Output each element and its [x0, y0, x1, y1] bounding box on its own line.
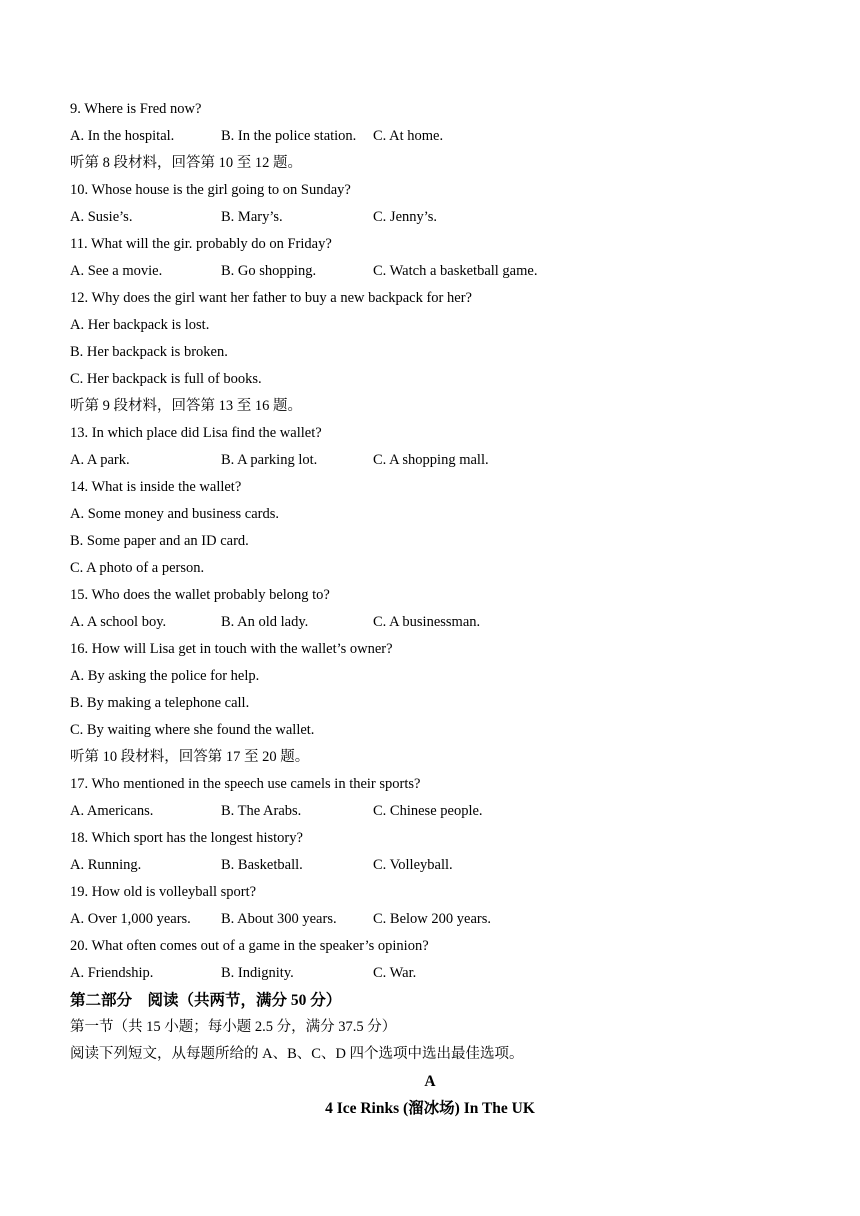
section-9-instruction: 听第 9 段材料，回答第 13 至 16 题。 [70, 398, 302, 414]
question-15-options [70, 609, 790, 636]
question-14: 14. What is inside the wallet? [70, 479, 242, 495]
option-b: B. The Arabs. [221, 803, 302, 819]
option-a: A. A park. [70, 452, 130, 468]
option-c: C. Watch a basketball game. [373, 263, 538, 279]
option-a: A. Susie’s. [70, 209, 133, 225]
option-b: B. Indignity. [221, 965, 294, 981]
option-b: B. Mary’s. [221, 209, 283, 225]
option-a: A. See a movie. [70, 263, 163, 279]
option-b: B. A parking lot. [221, 452, 318, 468]
question-20-options [70, 960, 790, 987]
question-12: 12. Why does the girl want her father to buy a new backpack for her? [70, 290, 472, 306]
option-b: B. In the police station. [221, 128, 357, 144]
question-17: 17. Who mentioned in the speech use camels in their sports? [70, 776, 421, 792]
question-13: 13. In which place did Lisa find the wallet? [70, 425, 322, 441]
passage-title: 4 Ice Rinks (溜冰场) In The UK [325, 1100, 535, 1117]
option-b: B. By making a telephone call. [70, 695, 250, 711]
option-a: A. By asking the police for help. [70, 668, 260, 684]
option-b: B. Go shopping. [221, 263, 317, 279]
option-b: B. Basketball. [221, 857, 303, 873]
option-a: A. Over 1,000 years. [70, 911, 191, 927]
option-a: A. Some money and business cards. [70, 506, 280, 522]
question-19-options [70, 906, 790, 933]
passage-letter: A [424, 1073, 436, 1090]
question-15: 15. Who does the wallet probably belong to? [70, 587, 330, 603]
question-10-options [70, 204, 790, 231]
option-a: A. In the hospital. [70, 128, 175, 144]
question-11: 11. What will the gir. probably do on Friday? [70, 236, 332, 252]
option-b: B. Her backpack is broken. [70, 344, 228, 360]
option-c: C. At home. [373, 128, 444, 144]
question-19: 19. How old is volleyball sport? [70, 884, 257, 900]
option-a: A. Americans. [70, 803, 154, 819]
option-c: C. A shopping mall. [373, 452, 489, 468]
option-c: C. A photo of a person. [70, 560, 205, 576]
option-a: A. Friendship. [70, 965, 154, 981]
option-a: A. Running. [70, 857, 142, 873]
reading-instruction: 阅读下列短文，从每题所给的 A、B、C、D 四个选项中选出最佳选项。 [70, 1046, 524, 1062]
section-10-instruction: 听第 10 段材料，回答第 17 至 20 题。 [70, 749, 310, 765]
question-9: 9. Where is Fred now? [70, 101, 202, 117]
option-c: C. Jenny’s. [373, 209, 438, 225]
question-11-options [70, 258, 790, 285]
option-a: A. Her backpack is lost. [70, 317, 210, 333]
section-8-instruction: 听第 8 段材料，回答第 10 至 12 题。 [70, 155, 302, 171]
option-b: B. An old lady. [221, 614, 309, 630]
question-10: 10. Whose house is the girl going to on Sunday? [70, 182, 351, 198]
question-16: 16. How will Lisa get in touch with the wallet’s owner? [70, 641, 393, 657]
question-13-options [70, 447, 790, 474]
part-2-heading: 第二部分 阅读（共两节，满分 50 分） [70, 992, 342, 1009]
option-c: C. By waiting where she found the wallet. [70, 722, 315, 738]
option-c: C. War. [373, 965, 417, 981]
option-c: C. Volleyball. [373, 857, 453, 873]
question-17-options [70, 798, 790, 825]
option-c: C. Her backpack is full of books. [70, 371, 262, 387]
document-page [70, 96, 790, 1122]
option-c: C. Below 200 years. [373, 911, 491, 927]
question-9-options [70, 123, 790, 150]
option-c: C. Chinese people. [373, 803, 483, 819]
option-b: B. About 300 years. [221, 911, 337, 927]
option-b: B. Some paper and an ID card. [70, 533, 249, 549]
question-20: 20. What often comes out of a game in the speaker’s opinion? [70, 938, 429, 954]
option-a: A. A school boy. [70, 614, 167, 630]
question-18: 18. Which sport has the longest history? [70, 830, 303, 846]
option-c: C. A businessman. [373, 614, 481, 630]
part-2-subheading: 第一节（共 15 小题；每小题 2.5 分，满分 37.5 分） [70, 1019, 397, 1035]
question-18-options [70, 852, 790, 879]
